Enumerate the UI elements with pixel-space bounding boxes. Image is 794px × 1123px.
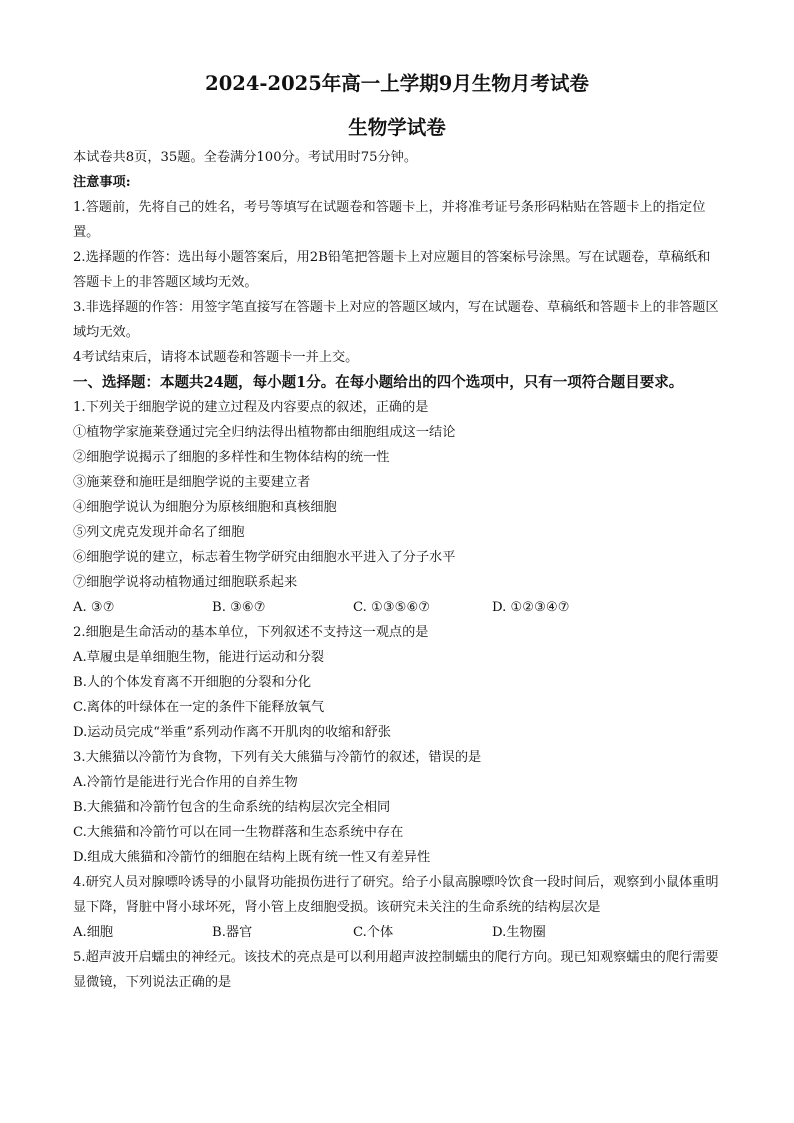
- note-item: 2.选择题的作答：选出每小题答案后，用2B铅笔把答题卡上对应题目的答案标号涂黑。写在试题卷，草稿纸和答题卡上的非答题区域均无效。: [73, 250, 711, 290]
- option-c: C.大熊猫和冷箭竹可以在同一生物群落和生态系统中存在: [73, 825, 404, 840]
- option-d: D.生物圈: [492, 925, 546, 940]
- statement-item: ④细胞学说认为细胞分为原核细胞和真核细胞: [73, 500, 337, 515]
- exam-title: 2024-2025年高一上学期9月生物月考试卷: [205, 72, 589, 95]
- note-item: 4考试结束后，请将本试题卷和答题卡一并上交。: [73, 350, 359, 365]
- question-stem: 4.研究人员对腺嘌呤诱导的小鼠肾功能损伤进行了研究。给子小鼠高腺嘌呤饮食一段时间后，观察到小鼠体重明显下降，肾脏中肾小球坏死，肾小管上皮细胞受损。该研究未关注的生命系统的结构层次是: [73, 875, 719, 915]
- option-a: A.冷箭竹是能进行光合作用的自养生物: [73, 775, 298, 790]
- option-a: A.草履虫是单细胞生物，能进行运动和分裂: [73, 650, 325, 665]
- question-stem: 5.超声波开启蠕虫的神经元。该技术的亮点是可以利用超声波控制蠕虫的爬行方向。现已知观察蠕虫的爬行需要显微镜，下列说法正确的是: [73, 950, 719, 990]
- answer-options: [73, 920, 723, 945]
- answer-options: [73, 595, 723, 620]
- section-heading: 一、选择题：本题共24题，每小题1分。在每小题给出的四个选项中，只有一项符合题目要求。: [73, 374, 684, 391]
- notes-heading: 注意事项:: [73, 175, 131, 190]
- exam-subtitle: 生物学试卷: [348, 116, 446, 139]
- option-d: D.运动员完成“举重”系列动作离不开肌肉的收缩和舒张: [73, 725, 391, 740]
- statement-item: ①植物学家施莱登通过完全归纳法得出植物都由细胞组成这一结论: [73, 425, 456, 440]
- option-a: A. ③⑦: [73, 600, 115, 615]
- question-stem: 1.下列关于细胞学说的建立过程及内容要点的叙述，正确的是: [73, 400, 429, 415]
- option-b: B.人的个体发育离不开细胞的分裂和分化: [73, 675, 312, 690]
- statement-item: ⑦细胞学说将动植物通过细胞联系起来: [73, 575, 298, 590]
- exam-summary: 本试卷共8页，35题。全卷满分100分。考试用时75分钟。: [73, 150, 418, 165]
- note-item: 1.答题前，先将自己的姓名，考号等填写在试题卷和答题卡上，并将准考证号条形码粘贴在答题卡上的指定位置。: [73, 200, 706, 240]
- option-a: A.细胞: [73, 925, 114, 940]
- note-item: 3.非选择题的作答：用签字笔直接写在答题卡上对应的答题区域内，写在试题卷、草稿纸和答题卡上的非答题区域均无效。: [73, 300, 719, 340]
- option-b: B.大熊猫和冷箭竹包含的生命系统的结构层次完全相同: [73, 800, 391, 815]
- option-c: C.离体的叶绿体在一定的条件下能释放氧气: [73, 700, 325, 715]
- option-b: B. ③⑥⑦: [212, 600, 266, 615]
- statement-item: ⑥细胞学说的建立，标志着生物学研究由细胞水平进入了分子水平: [73, 550, 456, 565]
- option-d: D. ①②③④⑦: [492, 600, 570, 615]
- exam-body: [73, 145, 723, 995]
- question-stem: 2.细胞是生命活动的基本单位，下列叙述不支持这一观点的是: [73, 625, 429, 640]
- option-c: C.个体: [353, 925, 394, 940]
- option-c: C. ①③⑤⑥⑦: [353, 600, 431, 615]
- option-b: B.器官: [212, 925, 253, 940]
- option-d: D.组成大熊猫和冷箭竹的细胞在结构上既有统一性又有差异性: [73, 850, 431, 865]
- statement-item: ⑤列文虎克发现并命名了细胞: [73, 525, 245, 540]
- question-stem: 3.大熊猫以冷箭竹为食物，下列有关大熊猫与冷箭竹的叙述，错误的是: [73, 750, 482, 765]
- statement-item: ③施莱登和施旺是细胞学说的主要建立者: [73, 475, 311, 490]
- statement-item: ②细胞学说揭示了细胞的多样性和生物体结构的统一性: [73, 450, 390, 465]
